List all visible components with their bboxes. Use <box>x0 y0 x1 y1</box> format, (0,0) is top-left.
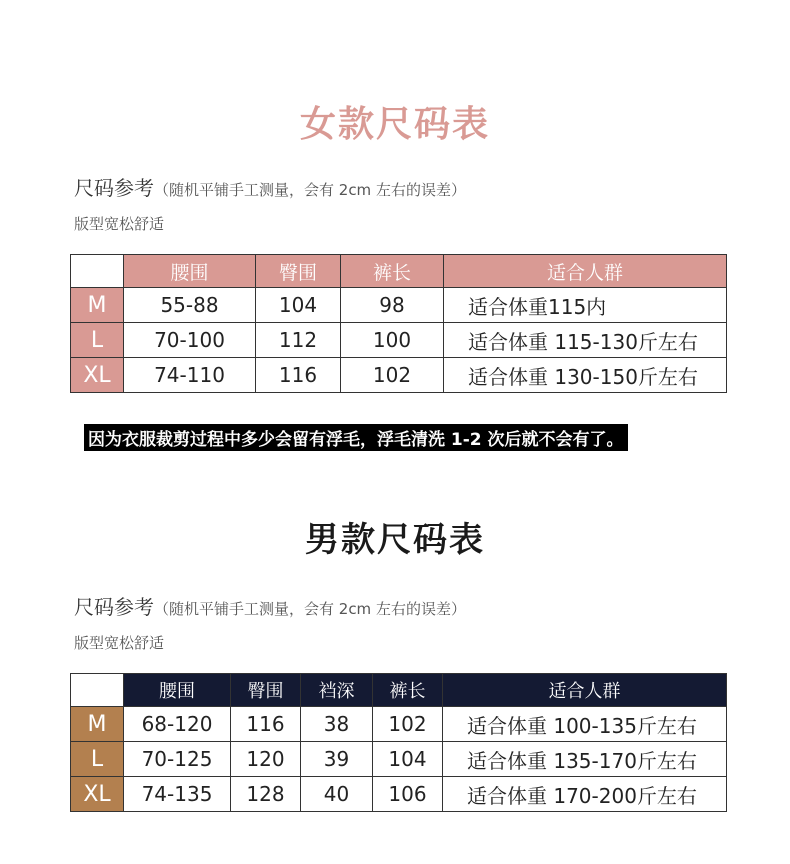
header-group: 适合人群 <box>443 674 727 707</box>
waist-cell: 74-110 <box>124 358 256 393</box>
hip-cell: 116 <box>231 707 301 742</box>
group-cell: 适合体重 170-200斤左右 <box>443 777 727 812</box>
men-size-chart-title: 男款尺码表 <box>305 520 485 560</box>
rise-cell: 40 <box>301 777 373 812</box>
size-cell: L <box>71 742 124 777</box>
waist-cell: 70-100 <box>124 323 256 358</box>
table-row <box>71 358 727 393</box>
header-waist: 腰围 <box>124 674 231 707</box>
length-cell: 100 <box>341 323 444 358</box>
men-fit-note: 版型宽松舒适 <box>74 634 165 652</box>
length-cell: 102 <box>373 707 443 742</box>
waist-cell: 55-88 <box>124 288 256 323</box>
table-row <box>71 742 727 777</box>
length-cell: 104 <box>373 742 443 777</box>
table-header-row <box>71 255 727 288</box>
hip-cell: 112 <box>256 323 341 358</box>
rise-cell: 38 <box>301 707 373 742</box>
table-row <box>71 288 727 323</box>
hip-cell: 116 <box>256 358 341 393</box>
hip-cell: 128 <box>231 777 301 812</box>
length-cell: 98 <box>341 288 444 323</box>
lint-notice-banner: 因为衣服裁剪过程中多少会留有浮毛，浮毛清洗 1-2 次后就不会有了。 <box>84 424 628 451</box>
size-cell: XL <box>71 777 124 812</box>
men-ref-note: （随机平铺手工测量，会有 2cm 左右的误差） <box>154 600 466 618</box>
rise-cell: 39 <box>301 742 373 777</box>
group-cell: 适合体重115内 <box>444 288 727 323</box>
women-size-table <box>70 254 727 393</box>
header-rise: 裆深 <box>301 674 373 707</box>
size-cell: XL <box>71 358 124 393</box>
group-cell: 适合体重 130-150斤左右 <box>444 358 727 393</box>
header-length: 裤长 <box>341 255 444 288</box>
women-size-reference <box>74 172 466 201</box>
size-cell: L <box>71 323 124 358</box>
table-row <box>71 707 727 742</box>
waist-cell: 68-120 <box>124 707 231 742</box>
hip-cell: 120 <box>231 742 301 777</box>
women-ref-label: 尺码参考 <box>74 176 154 200</box>
header-hip: 臀围 <box>231 674 301 707</box>
table-header-row <box>71 674 727 707</box>
waist-cell: 70-125 <box>124 742 231 777</box>
header-hip: 臀围 <box>256 255 341 288</box>
table-row <box>71 777 727 812</box>
length-cell: 102 <box>341 358 444 393</box>
men-size-reference <box>74 591 466 620</box>
men-ref-label: 尺码参考 <box>74 595 154 619</box>
group-cell: 适合体重 135-170斤左右 <box>443 742 727 777</box>
women-ref-note: （随机平铺手工测量，会有 2cm 左右的误差） <box>154 181 466 199</box>
group-cell: 适合体重 115-130斤左右 <box>444 323 727 358</box>
corner-cell <box>71 674 124 707</box>
men-size-table <box>70 673 727 812</box>
women-size-chart-title: 女款尺码表 <box>299 104 490 145</box>
hip-cell: 104 <box>256 288 341 323</box>
waist-cell: 74-135 <box>124 777 231 812</box>
header-waist: 腰围 <box>124 255 256 288</box>
table-row <box>71 323 727 358</box>
header-length: 裤长 <box>373 674 443 707</box>
size-cell: M <box>71 288 124 323</box>
header-group: 适合人群 <box>444 255 727 288</box>
women-fit-note: 版型宽松舒适 <box>74 215 165 233</box>
size-cell: M <box>71 707 124 742</box>
length-cell: 106 <box>373 777 443 812</box>
group-cell: 适合体重 100-135斤左右 <box>443 707 727 742</box>
corner-cell <box>71 255 124 288</box>
